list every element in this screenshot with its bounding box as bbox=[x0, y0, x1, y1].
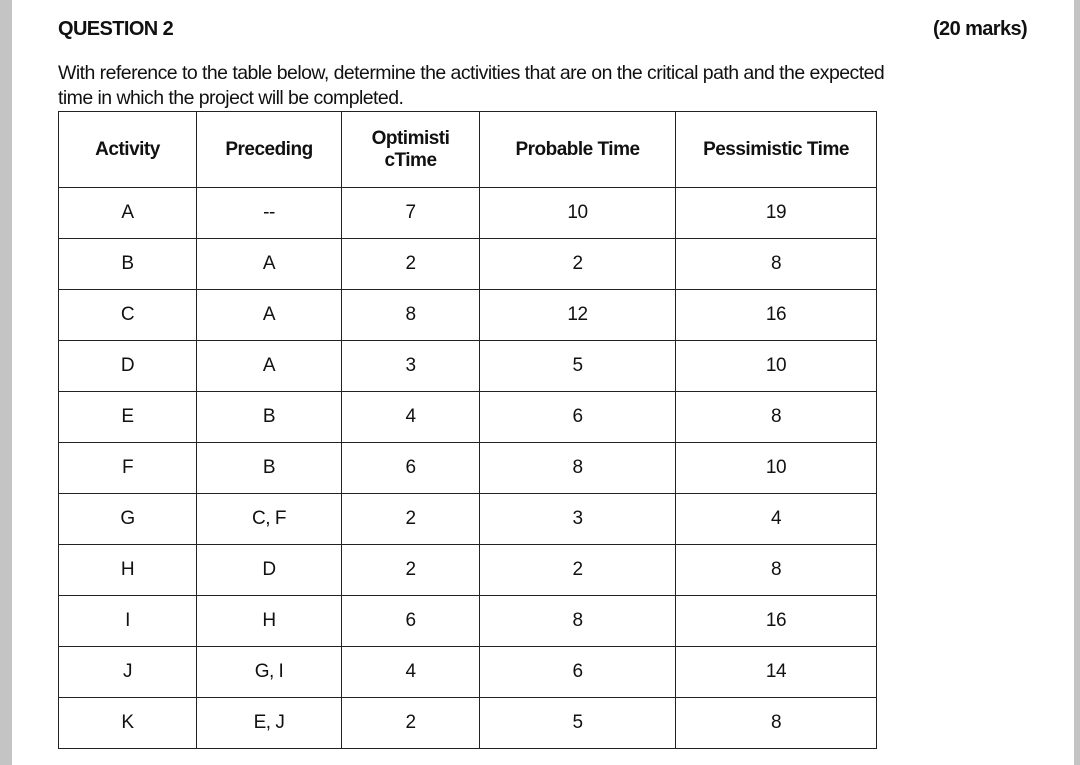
cell-pessimistic-time: 8 bbox=[676, 392, 877, 443]
cell-optimistic-time: 8 bbox=[342, 290, 480, 341]
cell-probable-time: 6 bbox=[480, 392, 676, 443]
cell-preceding: E, J bbox=[197, 698, 342, 749]
cell-optimistic-time: 2 bbox=[342, 494, 480, 545]
cell-optimistic-time: 4 bbox=[342, 392, 480, 443]
table-row bbox=[59, 647, 877, 698]
cell-optimistic-time: 2 bbox=[342, 239, 480, 290]
cell-optimistic-time: 6 bbox=[342, 443, 480, 494]
cell-pessimistic-time: 8 bbox=[676, 698, 877, 749]
cell-probable-time: 2 bbox=[480, 545, 676, 596]
cell-probable-time: 8 bbox=[480, 596, 676, 647]
cell-pessimistic-time: 10 bbox=[676, 341, 877, 392]
table-row bbox=[59, 188, 877, 239]
table-row bbox=[59, 494, 877, 545]
cell-activity: B bbox=[59, 239, 197, 290]
cell-preceding: G, I bbox=[197, 647, 342, 698]
cell-probable-time: 5 bbox=[480, 341, 676, 392]
cell-activity: H bbox=[59, 545, 197, 596]
cell-activity: G bbox=[59, 494, 197, 545]
cell-probable-time: 8 bbox=[480, 443, 676, 494]
table-row bbox=[59, 239, 877, 290]
table-row bbox=[59, 341, 877, 392]
cell-pessimistic-time: 19 bbox=[676, 188, 877, 239]
cell-probable-time: 5 bbox=[480, 698, 676, 749]
table-row bbox=[59, 443, 877, 494]
cell-optimistic-time: 3 bbox=[342, 341, 480, 392]
table-row bbox=[59, 392, 877, 443]
cell-preceding: B bbox=[197, 443, 342, 494]
table-row bbox=[59, 698, 877, 749]
question-prompt: With reference to the table below, determine the activities that are on the critical path and the expected time in which the project will be completed. bbox=[58, 62, 885, 109]
cell-activity: J bbox=[59, 647, 197, 698]
header-activity: Activity bbox=[59, 112, 197, 188]
cell-preceding: A bbox=[197, 239, 342, 290]
question-marks: (20 marks) bbox=[933, 18, 1028, 40]
cell-probable-time: 12 bbox=[480, 290, 676, 341]
cell-optimistic-time: 7 bbox=[342, 188, 480, 239]
cell-optimistic-time: 2 bbox=[342, 545, 480, 596]
cell-optimistic-time: 6 bbox=[342, 596, 480, 647]
header-probable-time: Probable Time bbox=[480, 112, 676, 188]
cell-preceding: -- bbox=[197, 188, 342, 239]
cell-preceding: D bbox=[197, 545, 342, 596]
table-row bbox=[59, 290, 877, 341]
cell-pessimistic-time: 10 bbox=[676, 443, 877, 494]
cell-activity: F bbox=[59, 443, 197, 494]
header-pessimistic-time: Pessimistic Time bbox=[676, 112, 877, 188]
cell-probable-time: 2 bbox=[480, 239, 676, 290]
table-header-row bbox=[59, 112, 877, 188]
header-optimistic-time: Optimisti cTime bbox=[342, 112, 480, 188]
cell-preceding: C, F bbox=[197, 494, 342, 545]
cell-activity: C bbox=[59, 290, 197, 341]
cell-activity: A bbox=[59, 188, 197, 239]
table-row bbox=[59, 596, 877, 647]
question-title: QUESTION 2 bbox=[58, 18, 174, 40]
cell-optimistic-time: 2 bbox=[342, 698, 480, 749]
cell-pessimistic-time: 8 bbox=[676, 545, 877, 596]
cell-activity: D bbox=[59, 341, 197, 392]
cell-pessimistic-time: 16 bbox=[676, 290, 877, 341]
cell-activity: K bbox=[59, 698, 197, 749]
cell-pessimistic-time: 4 bbox=[676, 494, 877, 545]
cell-probable-time: 10 bbox=[480, 188, 676, 239]
cell-pessimistic-time: 8 bbox=[676, 239, 877, 290]
cell-probable-time: 3 bbox=[480, 494, 676, 545]
cell-pessimistic-time: 16 bbox=[676, 596, 877, 647]
cell-activity: I bbox=[59, 596, 197, 647]
header-preceding: Preceding bbox=[197, 112, 342, 188]
cell-preceding: B bbox=[197, 392, 342, 443]
cell-probable-time: 6 bbox=[480, 647, 676, 698]
page-edge-left bbox=[0, 0, 12, 765]
cell-preceding: H bbox=[197, 596, 342, 647]
cell-preceding: A bbox=[197, 341, 342, 392]
table-row bbox=[59, 545, 877, 596]
activity-table bbox=[58, 111, 877, 749]
page-edge-right bbox=[1074, 0, 1080, 765]
cell-activity: E bbox=[59, 392, 197, 443]
cell-preceding: A bbox=[197, 290, 342, 341]
cell-pessimistic-time: 14 bbox=[676, 647, 877, 698]
cell-optimistic-time: 4 bbox=[342, 647, 480, 698]
